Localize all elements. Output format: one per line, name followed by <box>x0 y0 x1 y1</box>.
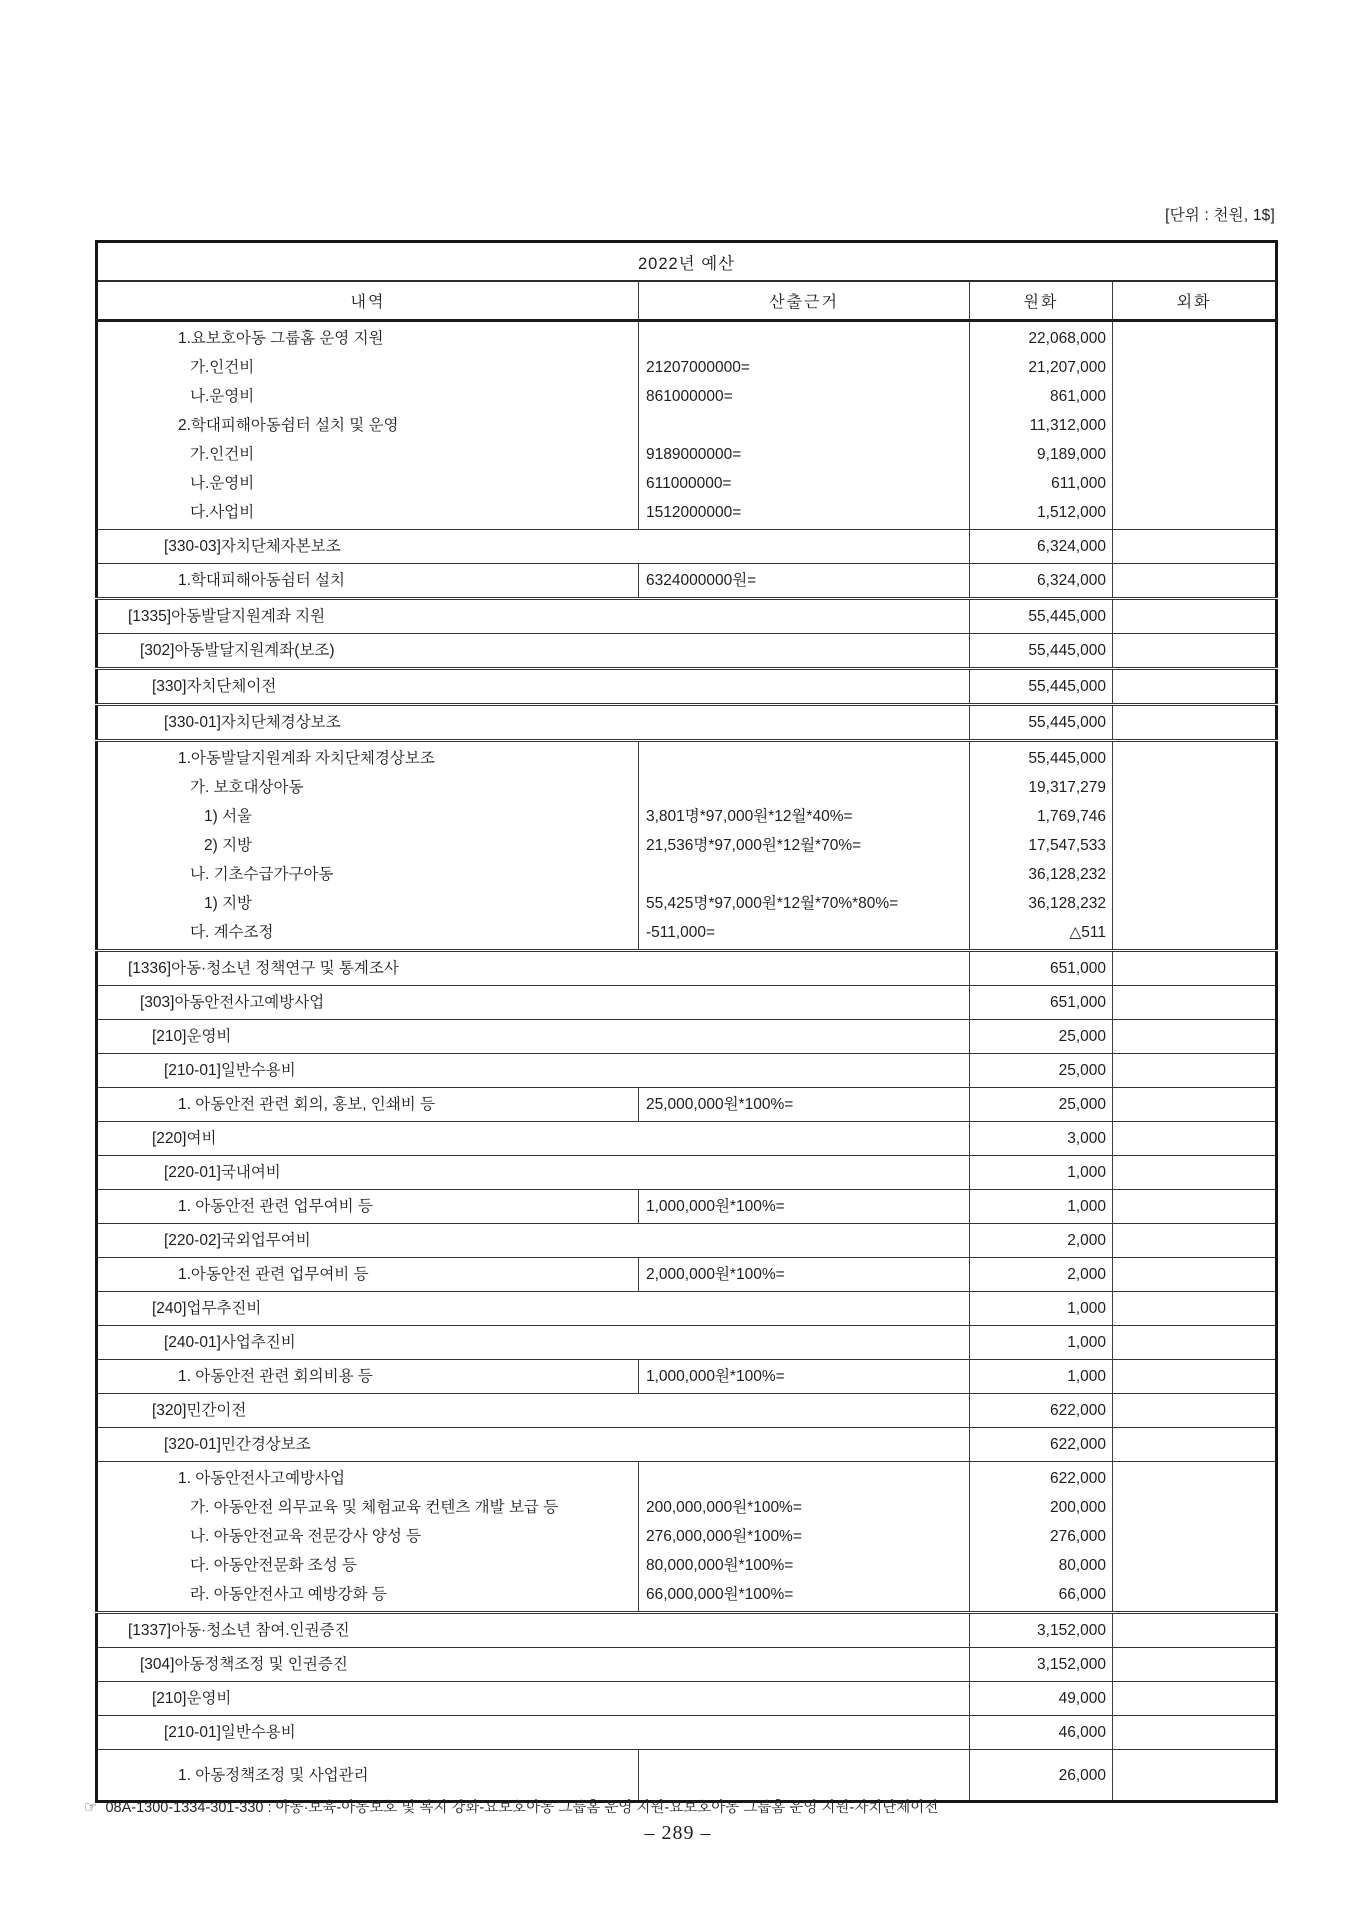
detail-cell <box>97 1428 970 1462</box>
detail-cell <box>97 951 970 986</box>
line-basis: 80,000,000원*100%= <box>646 1557 794 1574</box>
krw-cell <box>970 1462 1113 1613</box>
line-basis: 66,000,000원*100%= <box>646 1586 794 1603</box>
basis-cell <box>639 1258 970 1292</box>
line-amount-krw: 49,000 <box>1058 1690 1106 1707</box>
krw-cell <box>970 1428 1113 1462</box>
line-amount-krw: 21,207,000 <box>1028 359 1106 376</box>
line-basis <box>639 411 969 440</box>
krw-cell <box>970 1190 1113 1224</box>
fx-cell <box>1113 1360 1277 1394</box>
fx-cell <box>1113 1224 1277 1258</box>
line-amount-krw: 2,000 <box>1067 1266 1106 1283</box>
table-title: 2022년 예산 <box>97 242 1277 282</box>
krw-cell <box>970 1648 1113 1682</box>
line-label: 나.운영비 <box>190 475 255 492</box>
fx-cell <box>1113 1648 1277 1682</box>
krw-cell <box>970 986 1113 1020</box>
column-header-krw: 원화 <box>970 281 1113 321</box>
fx-cell <box>1113 530 1277 564</box>
detail-cell <box>97 530 970 564</box>
line-basis <box>639 860 969 889</box>
krw-cell <box>970 741 1113 951</box>
basis-cell <box>639 564 970 599</box>
krw-cell <box>970 599 1113 634</box>
krw-cell <box>970 951 1113 986</box>
detail-cell <box>97 1394 970 1428</box>
detail-cell <box>97 1648 970 1682</box>
line-amount-krw: 25,000 <box>1058 1096 1106 1113</box>
line-label: [304]아동정책조정 및 인권증진 <box>140 1656 348 1673</box>
line-amount-krw: 11,312,000 <box>1029 417 1106 434</box>
table-row <box>97 1292 1277 1326</box>
basis-cell <box>639 1750 970 1802</box>
line-label: 가.인건비 <box>190 359 255 376</box>
line-label: [1335]아동발달지원계좌 지원 <box>128 608 326 625</box>
line-label: [210-01]일반수용비 <box>164 1062 296 1079</box>
footnote <box>84 1796 1314 1817</box>
detail-cell <box>97 321 639 530</box>
line-basis: 1,000,000원*100%= <box>646 1198 785 1215</box>
line-basis: 9189000000= <box>646 446 742 463</box>
table-row <box>97 634 1277 669</box>
detail-cell <box>97 1326 970 1360</box>
line-amount-krw: 622,000 <box>1049 1402 1106 1419</box>
krw-cell <box>970 1020 1113 1054</box>
footnote-text: 08A-1300-1334-301-330 : 아동·보육-아동보호 및 복지 강화-요보호아동 그룹홈 운영 지원-요보호아동 그룹홈 운영 지원-자치단체이전 <box>105 1800 939 1816</box>
detail-cell <box>97 1122 970 1156</box>
line-label: [330]자치단체이전 <box>152 678 277 695</box>
detail-cell <box>97 1613 970 1648</box>
table-row <box>97 1750 1277 1802</box>
line-label: 1) 지방 <box>204 895 253 912</box>
line-label: 다. 아동안전문화 조성 등 <box>190 1557 357 1574</box>
fx-cell <box>1113 564 1277 599</box>
line-basis: 1512000000= <box>646 504 742 521</box>
line-label: [210]운영비 <box>152 1690 232 1707</box>
basis-cell <box>639 741 970 951</box>
line-label: 2) 지방 <box>204 837 253 854</box>
line-label: [320]민간이전 <box>152 1402 247 1419</box>
fx-cell <box>1113 1682 1277 1716</box>
line-amount-krw: 9,189,000 <box>1037 446 1106 463</box>
column-header-fx: 외화 <box>1113 281 1277 321</box>
table-row <box>97 1394 1277 1428</box>
fx-cell <box>1113 1394 1277 1428</box>
fx-cell <box>1113 1088 1277 1122</box>
line-amount-krw: 80,000 <box>1058 1557 1106 1574</box>
table-row <box>97 1258 1277 1292</box>
line-amount-krw: 3,000 <box>1067 1130 1106 1147</box>
line-basis: 861000000= <box>646 388 733 405</box>
line-label: [1336]아동·청소년 정책연구 및 통계조사 <box>128 960 399 977</box>
fx-cell <box>1113 951 1277 986</box>
fx-cell <box>1113 705 1277 741</box>
table-title-row <box>97 242 1277 282</box>
table-row <box>97 1462 1277 1613</box>
line-amount-krw: 19,317,279 <box>1028 779 1106 796</box>
detail-cell <box>97 599 970 634</box>
krw-cell <box>970 1750 1113 1802</box>
line-basis: 21207000000= <box>646 359 750 376</box>
line-amount-krw: 861,000 <box>1049 388 1106 405</box>
line-basis <box>639 773 969 802</box>
detail-cell <box>97 1360 639 1394</box>
table-row <box>97 1224 1277 1258</box>
fx-cell <box>1113 986 1277 1020</box>
line-label: 1.아동안전 관련 업무여비 등 <box>178 1266 369 1283</box>
table-row <box>97 986 1277 1020</box>
unit-label: [단위 : 천원, 1$] <box>1165 207 1275 224</box>
column-header-detail: 내역 <box>97 281 639 321</box>
line-label: 다. 계수조정 <box>190 924 274 941</box>
detail-cell <box>97 1292 970 1326</box>
line-amount-krw: 1,000 <box>1067 1164 1106 1181</box>
detail-cell <box>97 1088 639 1122</box>
table-row <box>97 951 1277 986</box>
table-row <box>97 1716 1277 1750</box>
line-label: 1) 서울 <box>204 808 253 825</box>
budget-table <box>95 240 1278 1803</box>
line-label: 1. 아동안전 관련 회의비용 등 <box>178 1368 373 1385</box>
fx-cell <box>1113 1020 1277 1054</box>
line-amount-krw: 6,324,000 <box>1037 538 1106 555</box>
table-row <box>97 1122 1277 1156</box>
fx-cell <box>1113 1326 1277 1360</box>
table-row <box>97 669 1277 705</box>
line-basis <box>639 1761 969 1790</box>
line-amount-krw: 55,445,000 <box>1028 750 1106 767</box>
line-label: 1. 아동안전사고예방사업 <box>178 1470 345 1487</box>
fx-cell <box>1113 1716 1277 1750</box>
line-label: 가.인건비 <box>190 446 255 463</box>
line-amount-krw: 36,128,232 <box>1028 895 1106 912</box>
line-amount-krw: 2,000 <box>1067 1232 1106 1249</box>
line-amount-krw: 1,769,746 <box>1037 808 1106 825</box>
krw-cell <box>970 530 1113 564</box>
line-amount-krw: 25,000 <box>1058 1028 1106 1045</box>
fx-cell <box>1113 1156 1277 1190</box>
column-header-basis: 산출근거 <box>639 281 970 321</box>
line-label: [240]업무추진비 <box>152 1300 262 1317</box>
line-label: 1. 아동정책조정 및 사업관리 <box>178 1766 369 1784</box>
line-amount-krw: 1,512,000 <box>1037 504 1106 521</box>
line-amount-krw: 622,000 <box>1049 1470 1106 1487</box>
line-amount-krw: 1,000 <box>1067 1334 1106 1351</box>
krw-cell <box>970 1394 1113 1428</box>
line-amount-krw: 17,547,533 <box>1028 837 1106 854</box>
table-header-row <box>97 281 1277 321</box>
line-label: 라. 아동안전사고 예방강화 등 <box>190 1586 387 1603</box>
line-label: [220-01]국내여비 <box>164 1164 281 1181</box>
table-row <box>97 705 1277 741</box>
line-label: 나.운영비 <box>190 388 255 405</box>
table-row <box>97 1020 1277 1054</box>
line-amount-krw: 276,000 <box>1049 1528 1106 1545</box>
table-row <box>97 741 1277 951</box>
detail-cell <box>97 1750 639 1802</box>
fx-cell <box>1113 599 1277 634</box>
line-label: [330-01]자치단체경상보조 <box>164 714 341 731</box>
krw-cell <box>970 634 1113 669</box>
krw-cell <box>970 1088 1113 1122</box>
line-amount-krw: 611,000 <box>1051 475 1106 492</box>
line-amount-krw: 66,000 <box>1058 1586 1106 1603</box>
line-label: 1.요보호아동 그룹홈 운영 지원 <box>178 330 384 347</box>
detail-cell <box>97 669 970 705</box>
line-basis: -511,000= <box>646 924 716 941</box>
line-label: [302]아동발달지원계좌(보조) <box>140 642 335 659</box>
line-basis: 200,000,000원*100%= <box>646 1499 802 1516</box>
detail-cell <box>97 705 970 741</box>
detail-cell <box>97 986 970 1020</box>
basis-cell <box>639 1088 970 1122</box>
detail-cell <box>97 1190 639 1224</box>
line-basis: 25,000,000원*100%= <box>646 1096 794 1113</box>
table-row <box>97 1088 1277 1122</box>
line-label: 1.아동발달지원계좌 자치단체경상보조 <box>178 750 435 767</box>
table-row <box>97 564 1277 599</box>
detail-cell <box>97 1224 970 1258</box>
basis-cell <box>639 321 970 530</box>
krw-cell <box>970 669 1113 705</box>
line-amount-krw: 622,000 <box>1049 1436 1106 1453</box>
line-amount-krw: 25,000 <box>1058 1062 1106 1079</box>
line-basis: 276,000,000원*100%= <box>646 1528 802 1545</box>
line-basis: 611000000= <box>646 475 732 492</box>
line-amount-krw: 1,000 <box>1067 1198 1106 1215</box>
line-label: [220]여비 <box>152 1130 217 1147</box>
line-label: 나. 아동안전교육 전문강사 양성 등 <box>190 1528 422 1545</box>
table-row <box>97 1428 1277 1462</box>
line-label: [210-01]일반수용비 <box>164 1724 296 1741</box>
detail-cell <box>97 634 970 669</box>
basis-cell <box>639 1190 970 1224</box>
table-row <box>97 321 1277 530</box>
line-amount-krw: 3,152,000 <box>1037 1622 1106 1639</box>
basis-cell <box>639 1462 970 1613</box>
fx-cell <box>1113 1292 1277 1326</box>
table-row <box>97 1648 1277 1682</box>
line-label: 1. 아동안전 관련 업무여비 등 <box>178 1198 373 1215</box>
table-row <box>97 1190 1277 1224</box>
line-basis: 21,536명*97,000원*12월*70%= <box>646 837 862 854</box>
line-amount-krw: 55,445,000 <box>1028 608 1106 625</box>
detail-cell <box>97 1054 970 1088</box>
page-number: – 289 – <box>644 1822 712 1844</box>
budget-table-body <box>97 321 1277 1802</box>
fx-cell <box>1113 741 1277 951</box>
krw-cell <box>970 1682 1113 1716</box>
line-amount-krw: △511 <box>1069 924 1106 941</box>
line-amount-krw: 26,000 <box>1058 1766 1106 1784</box>
krw-cell <box>970 1122 1113 1156</box>
line-amount-krw: 55,445,000 <box>1028 678 1106 695</box>
line-label: 2.학대피해아동쉼터 설치 및 운영 <box>178 417 399 434</box>
line-basis: 6324000000원= <box>646 572 757 589</box>
fx-cell <box>1113 1122 1277 1156</box>
line-basis: 3,801명*97,000원*12월*40%= <box>646 808 853 825</box>
krw-cell <box>970 1224 1113 1258</box>
line-basis <box>639 744 969 773</box>
fx-cell <box>1113 1190 1277 1224</box>
table-row <box>97 599 1277 634</box>
krw-cell <box>970 1292 1113 1326</box>
table-row <box>97 1054 1277 1088</box>
table-row <box>97 1613 1277 1648</box>
krw-cell <box>970 705 1113 741</box>
line-amount-krw: 651,000 <box>1049 994 1106 1011</box>
detail-cell <box>97 1020 970 1054</box>
line-amount-krw: 22,068,000 <box>1028 330 1106 347</box>
line-label: 가. 아동안전 의무교육 및 체험교육 컨텐츠 개발 보급 등 <box>190 1499 559 1516</box>
line-label: [320-01]민간경상보조 <box>164 1436 311 1453</box>
line-label: [1337]아동·청소년 참여.인권증진 <box>128 1622 350 1639</box>
table-row <box>97 1682 1277 1716</box>
line-amount-krw: 1,000 <box>1067 1300 1106 1317</box>
line-label: 1.학대피해아동쉼터 설치 <box>178 572 345 589</box>
fx-cell <box>1113 1750 1277 1802</box>
line-amount-krw: 6,324,000 <box>1037 572 1106 589</box>
table-row <box>97 1156 1277 1190</box>
detail-cell <box>97 741 639 951</box>
krw-cell <box>970 1054 1113 1088</box>
line-label: 나. 기초수급가구아동 <box>190 866 334 883</box>
fx-cell <box>1113 1462 1277 1613</box>
detail-cell <box>97 564 639 599</box>
line-amount-krw: 3,152,000 <box>1037 1656 1106 1673</box>
line-basis <box>639 1464 969 1493</box>
krw-cell <box>970 564 1113 599</box>
line-basis: 1,000,000원*100%= <box>646 1368 785 1385</box>
fx-cell <box>1113 1054 1277 1088</box>
basis-cell <box>639 1360 970 1394</box>
line-label: 다.사업비 <box>190 504 255 521</box>
detail-cell <box>97 1682 970 1716</box>
line-amount-krw: 55,445,000 <box>1028 642 1106 659</box>
fx-cell <box>1113 321 1277 530</box>
krw-cell <box>970 1716 1113 1750</box>
line-label: [303]아동안전사고예방사업 <box>140 994 325 1011</box>
fx-cell <box>1113 634 1277 669</box>
line-label: 가. 보호대상아동 <box>190 779 304 796</box>
fx-cell <box>1113 1428 1277 1462</box>
fx-cell <box>1113 669 1277 705</box>
line-basis: 2,000,000원*100%= <box>646 1266 785 1283</box>
detail-cell <box>97 1462 639 1613</box>
krw-cell <box>970 1156 1113 1190</box>
line-label: [330-03]자치단체자본보조 <box>164 538 341 555</box>
krw-cell <box>970 1326 1113 1360</box>
detail-cell <box>97 1716 970 1750</box>
line-amount-krw: 1,000 <box>1067 1368 1106 1385</box>
pointing-hand-icon: ☞ <box>84 1799 98 1816</box>
fx-cell <box>1113 1613 1277 1648</box>
table-row <box>97 1326 1277 1360</box>
fx-cell <box>1113 1258 1277 1292</box>
line-label: [220-02]국외업무여비 <box>164 1232 311 1249</box>
detail-cell <box>97 1258 639 1292</box>
line-amount-krw: 200,000 <box>1049 1499 1106 1516</box>
line-amount-krw: 46,000 <box>1058 1724 1106 1741</box>
krw-cell <box>970 321 1113 530</box>
krw-cell <box>970 1258 1113 1292</box>
line-label: [210]운영비 <box>152 1028 232 1045</box>
krw-cell <box>970 1613 1113 1648</box>
line-amount-krw: 651,000 <box>1049 960 1106 977</box>
line-amount-krw: 55,445,000 <box>1028 714 1106 731</box>
line-basis <box>639 324 969 353</box>
line-basis: 55,425명*97,000원*12월*70%*80%= <box>646 895 899 912</box>
table-row <box>97 530 1277 564</box>
table-row <box>97 1360 1277 1394</box>
krw-cell <box>970 1360 1113 1394</box>
line-label: [240-01]사업추진비 <box>164 1334 296 1351</box>
detail-cell <box>97 1156 970 1190</box>
line-amount-krw: 36,128,232 <box>1028 866 1106 883</box>
line-label: 1. 아동안전 관련 회의, 홍보, 인쇄비 등 <box>178 1096 436 1113</box>
